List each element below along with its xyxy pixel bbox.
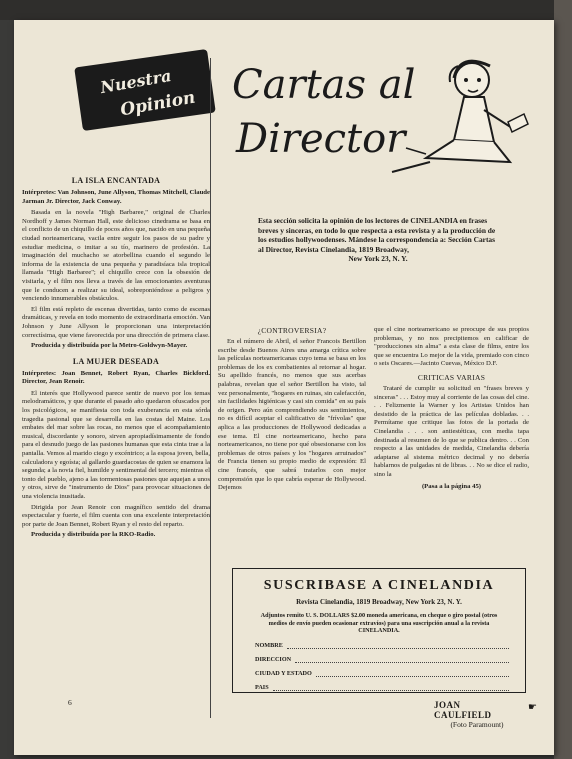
scan-background-top	[0, 0, 572, 20]
review1-distributor: Producida y distribuída por la Metro-Goldwyn-Mayer.	[31, 342, 188, 350]
badge-line2: Opinion	[118, 87, 197, 121]
letters-column-left	[218, 326, 366, 493]
subscription-title: SUSCRIBASE A CINELANDIA	[263, 578, 495, 593]
review1-para1: Basada en la novela "High Barbaree," original de Charles Nordhoff y James Norman Hall, este delicioso cinedrama se basa en el conflicto de un chiquillo de pocos años que, nacido en una pequeña ciudad norteamericana, vacila entre seguir los pasos de su padre y estudiar medicina, o imitar a su tío, marinero de profesión. La imaginación del muchacho se atorbellina cuando el segundo le informa de la existencia de una pequeña y paradisíaca isla tropical llamada "High Barbaree"; el chiquillo crece con la obsesión de visitarla, y el film nos lleva a través de las emocionantes aventuras que le conducen a realizar su ideal, sobreponiéndose a peligros y venciendo innumerables obstáculos.	[22, 209, 210, 303]
page-number: 6	[68, 698, 72, 707]
field-label-pais: PAIS	[255, 683, 269, 691]
column-divider	[210, 58, 211, 718]
title-line1: Cartas al	[232, 62, 416, 108]
nuestra-opinion-badge	[78, 58, 218, 130]
field-line-direccion[interactable]	[295, 655, 509, 663]
review2-credits: Intérpretes: Joan Bennet, Robert Ryan, Charles Bickford. Director, Jean Renoir.	[22, 369, 210, 386]
badge-line1: Nuestra	[98, 65, 173, 98]
letter1-body: En el número de Abril, el señor Francois Bertillon escribe desde Buenos Aires una amarga crítica sobre las películas norteamericanas cuyo tema se basa en los problemas de los ex combatientes al retornar al hogar. Su apellido francés, no menos que sus acerbas palabras, revelan que el señor Bertillon ha visto, tal vez personalmente, "hogares en ruinas, sin calefacción, sin facilidades higiénicas y casi sin comida" en su país de origen. Pero aún comprendiendo sus sentimientos, no es difícil aceptar el calificativo de "frívolas" que aplica a las producciones de Hollywood dedicadas a ese tema. El cine norteamericano, hecho para norteamericanos, no tiene por qué obsesionarse con los problemas de otros países y los "hogares arruinados" de Francia tienen su propio medio de expresión: El cine francés, que sabrá tratarlos con mejor comprensión que lo que cabría esperar de Hollywood. Dejemos	[218, 338, 366, 492]
field-row-direccion	[255, 655, 509, 663]
field-row-pais	[255, 683, 509, 691]
field-label-ciudad: CIUDAD Y ESTADO	[255, 669, 312, 677]
letters-column-right	[374, 326, 529, 490]
scan-background-right	[554, 0, 572, 759]
subscription-text: Adjuntos remito U. S. DOLLARS $2.00 moneda americana, en cheque o giro postal (otros medios de envío pueden ocasionar extravíos) para una suscripción anual a la revista CINELANDIA.	[260, 612, 498, 635]
letter2-body: Trataré de cumplir su solicitud en "frases breves y sinceras" . . . Estoy muy al corriente de las cosas del cine. . . Felizmente la Warner y los Artistas Unidos han desistido de la práctica de las películas dobladas. . . Permítame que critique las fotos de la portada de Cinelandia . . . son antiestéticas, con media tapa destinada al resumen de lo que se publica dentro. . . Con respecto a las unidades de medida, Cinelandia debería adaptarse al sistema métrico decimal y no debería hablarnos de pulgadas ni de libras. . . No se dice el radio, sino la	[374, 384, 529, 478]
field-label-nombre: NOMBRE	[255, 641, 283, 649]
letter1-continuation: que el cine norteamericano se preocupe de sus propios problemas, y no nos precipitemos en calificar de "producciones sin alma" a esta clase de films, entre los que se encuentra Lo mejor de la vida, premiado con cinco o seis Oscares.—Jacinto Cuevas, México D.F.	[374, 326, 529, 368]
title-line2: Director	[236, 116, 406, 162]
review2-heading: LA MUJER DESEADA	[72, 356, 160, 366]
caption-credit: (Foto Paramount)	[450, 720, 504, 729]
review2-para1: El interés que Hollywood parece sentir de nuevo por los temas melodramáticos, y que durante el pasado año quedaron ofuscados por los psicológicos, se manifiesta con toda exuberancia en esta sórda tragedia pasional que se desarrolla en las costas del Maine. Los embates del mar sobre las rocas, no menos que el acompañamiento musical, discordante y sonoro, sirven apropiadísimamente de fondo para el desnudo juego de las pasiones humanas que esta cinta trae a la pantalla. Vemos al marido ciego y excéntrico; a la esposa joven, bella, calculadora y egoísta; al gallardo guardacostas de quien se enamora la segunda; a la novia fiel, humilde y sentimental del tercero; mientras el tonto del pueblo, ajeno a las tormentosas pasiones que aquejan a unos y otros, sirve de "instrumento de Dios" para provocar situaciones de una violencia inusitada.	[22, 389, 210, 500]
field-line-ciudad[interactable]	[316, 669, 509, 677]
section-intro	[258, 216, 498, 264]
intro-city: New York 23, N. Y.	[348, 254, 408, 264]
magazine-page	[14, 20, 554, 755]
review2-para2: Dirigida por Jean Renoir con magnífico sentido del drama espectacular y fuerte, el film cuenta con una excelente interpretación por parte de Joan Bennet, Robert Ryan y el resto del reparto.	[22, 503, 210, 528]
badge-block	[74, 49, 216, 131]
review1-heading: LA ISLA ENCANTADA	[71, 176, 161, 185]
reviews-column	[22, 170, 210, 540]
field-line-pais[interactable]	[273, 683, 509, 691]
review2-distributor: Producida y distribuída por la RKO-Radio.	[31, 531, 156, 539]
cartoon-girl-writing-illustration	[390, 50, 540, 180]
review1-credits: Intérpretes: Van Johnson, June Allyson, Thomas Mitchell, Claude Jarman Jr. Director, Jack Conway.	[22, 189, 210, 205]
photo-caption	[434, 700, 520, 729]
continued-note: (Pasa a la página 45)	[421, 482, 482, 490]
caption-name: JOAN CAULFIELD	[434, 700, 492, 720]
intro-text: Esta sección solicita la opinión de los lectores de CINELANDIA en frases breves y sinceras, en todo lo que respecta a esta revista y a la producción de los estudios hollywoodenses. Mándese la correspondencia a: Sección Cartas al Director, Revista Cinelandia, 1819 Broadway,	[258, 216, 496, 254]
subscription-coupon	[232, 568, 526, 693]
letter1-heading: ¿CONTROVERSIA?	[257, 326, 327, 335]
field-label-direccion: DIRECCION	[255, 655, 292, 663]
letter2-heading: CRITICAS VARIAS	[417, 372, 486, 382]
review1-para2: El film está repleto de escenas divertidas, tanto como de escenas dramáticas, y revela en todo momento de extraordinaria emoción. Van Johnson y June Allyson le proporcionan una interpretación correctísima, que viene favorecida por una dirección de primera clase.	[22, 305, 210, 339]
field-row-ciudad	[255, 669, 509, 677]
field-line-nombre[interactable]	[287, 641, 509, 649]
subscription-address: Revista Cinelandia, 1819 Broadway, New York 23, N. Y.	[296, 598, 462, 606]
pointing-hand-icon: ☛	[528, 702, 537, 713]
field-row-nombre	[255, 641, 509, 649]
